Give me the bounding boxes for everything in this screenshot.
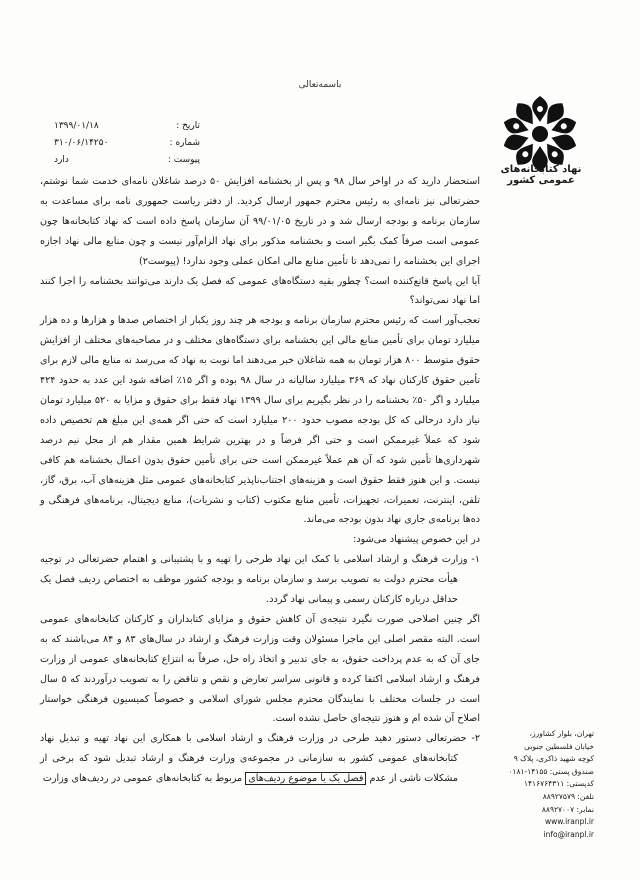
attachment-row bbox=[40, 152, 200, 169]
organization-name: نهاد کتابخانه‌های عمومی کشور bbox=[500, 164, 582, 186]
proposal-item-1: ۱- وزارت فرهنگ و ارشاد اسلامی با کمک این نهاد طرحی را تهیه و با پشتیبانی و اهتمام حضرتعالی در توجیه هیأت محترم دولت به تصویب برسد و سازمان برنامه و بودجه کشور موظف به اختصاص ردیف فصل یک حداقل درباره کارکنان رسمی و پیمانی نهاد گردد. bbox=[40, 554, 480, 606]
attachment-value: دارد bbox=[54, 155, 69, 165]
body-paragraph-2: آیا این پاسخ قانع‌کننده است؟ چطور بقیه دستگاه‌های عمومی که فصل یک دارند می‌توانند بخشنامه را اجرا کنند اما نهاد نمی‌تواند؟ bbox=[40, 275, 480, 307]
email-link[interactable]: info@iranpl.ir bbox=[543, 829, 594, 839]
bismillah-heading: باسمه‌تعالی bbox=[298, 80, 342, 90]
date-label: تاریخ : bbox=[176, 121, 200, 131]
body-paragraph-1: استحضار دارید که در اواخر سال ۹۸ و پس از بخشنامه افزایش ۵۰ درصد شاغلان نامه‌ای خدمت شما نوشتم، حضرتعالی نیز نامه‌ای به رئیس محترم جمهور ارسال کردید. از دفتر ریاست جمهوری نامه برای مساعدت به سازمان برنامه و بودجه ارسال شد و در تاریخ ۹۹/۰۱/۰۵ آن سازمان پاسخ داده است که نهاد کتابخانه‌ها چون عمومی است صرفاً کمک بگیر است و بخشنامه مذکور برای نهاد الزام‌آور نیست و چون منابع مالی نهاد اجازه اجرای این بخشنامه را نمی‌دهد تا تأمین منابع مالی امکان عملی وجود ندارد! (پیوست۲) bbox=[40, 176, 480, 267]
contact-address bbox=[484, 728, 594, 841]
number-row bbox=[40, 135, 200, 152]
number-label: شماره : bbox=[169, 138, 200, 148]
letter-body bbox=[40, 172, 480, 789]
organization-logo-icon bbox=[490, 92, 590, 212]
date-row bbox=[40, 118, 200, 135]
letter-meta bbox=[40, 118, 200, 169]
body-paragraph-5: اگر چنین اصلاحی صورت نگیرد نتیجه‌ی آن کاهش حقوق و مزایای کتابداران و کارکنان کتابخانه‌های عمومی است. البته مقصر اصلی این ماجرا مسئولان وقت وزارت فرهنگ و ارشاد در سال‌های ۸۳ و ۸۴ می‌باشند که به جای آن که به عدم پرداخت حقوق، به جای تدبیر و اتخاذ راه حل، صرفاً به انتزاع کتابخانه‌های عمومی از وزارت فرهنگ و ارشاد اسلامی اکتفا کرده و قانونی سراسر تعارض و نقص و تناقض را به تصویب درآوردند که ۵ سال است در جلسات مختلف با نمایندگان محترم مجلس شورای اسلامی و خصوصاً کمیسیون فرهنگی خواستار اصلاح آن شده ام و هنوز نتیجه‌ای حاصل نشده است. bbox=[40, 613, 481, 725]
number-value: ۳۱۰/۰۶/۱۴۲۵۰ bbox=[54, 138, 109, 148]
phone-number: تلفن: ۸۸۹۲۷۵۷۹ bbox=[542, 791, 594, 801]
fax-number: نمابر: ۸۸۹۲۷۰۰۷ bbox=[541, 804, 594, 814]
proposal-item-2 bbox=[40, 729, 480, 789]
body-paragraph-3: تعجب‌آور است که رئیس محترم سازمان برنامه و بودجه هر چند روز یکبار از اختصاص صدها و هزارها و ده هزار میلیارد تومان برای تأمین منابع مالی این بخشنامه برای دستگاه‌های مختلف و در مصاحبه‌های مختلف از افزایش حقوق متوسط ۸۰۰ هزار تومان به همه شاغلان خبر می‌دهند اما نوبت به نهاد که می‌رسد نه منابع مالی لازم برای تأمین حقوق کارکنان نهاد که ۳۶۹ میلیارد سالیانه در سال ۹۸ بوده و اگر ۱۵٪ اضافه شود این عدد به حدود ۴۲۴ میلیارد و اگر ۵۰٪ بخشنامه را در نظر بگیریم برای سال ۱۳۹۹ نهاد فقط برای حقوق و مزایا به ۵۲۰ میلیارد تومان نیاز دارد درحالی که کل بودجه مصوب حدود ۲۰۰ میلیارد است که حتی اگر همه‌ی این مبلغ هم تخصیص داده شود که عملاً غیرممکن است و حتی اگر فرضاً و در بهترین شرایط همین مقدار هم از محل نیم درصد شهرداری‌ها تأمین شود که آن هم عملاً غیرممکن است حتی برای تأمین حقوق بدون اعمال بخشنامه هم کافی نیست. و این هنوز فقط حقوق است و هزینه‌های اجتناب‌ناپذیر کتابخانه‌های عمومی مثل هزینه‌های آب، برق، گاز، تلفن، اینترنت، تعمیرات، تجهیزات، تأمین منابع مکتوب (کتاب و نشریات)، منابع دیجیتال، برنامه‌های فرهنگی و ده‌ها برنامه‌ی جاری نهاد بدون بودجه می‌ماند. bbox=[40, 315, 480, 526]
attachment-label: پیوست : bbox=[167, 155, 200, 165]
address-line-1: تهران، بلوار کشاورز، bbox=[529, 729, 594, 738]
website-link[interactable]: www.iranpl.ir bbox=[544, 817, 594, 827]
item2-text-a: ۲- حضرتعالی دستور دهید طرحی در وزارت فرهنگ و ارشاد اسلامی با همکاری این نهاد تهیه و تبدیل نهاد کتابخانه‌های عمومی کشور به سازمانی در مجموعه‌ی وزارت فرهنگ و ارشاد تبدیل شود که برخی از مشکلات ناشی از عدم bbox=[40, 733, 480, 785]
postal-code: کدپستی: ۱۴۱۶۷۶۴۳۱۱ bbox=[523, 779, 594, 789]
address-line-3: کوچه شهید ذاکری، پلاک ۹ bbox=[513, 754, 594, 764]
date-value: ۱۳۹۹/۰۱/۱۸ bbox=[54, 121, 99, 131]
postal-box: صندوق پستی: ۱۴۱۵۵-۰۱۸۱ bbox=[508, 766, 594, 776]
item2-text-b: مربوط به کتابخانه‌های عمومی در ردیف‌های وزارت bbox=[42, 773, 243, 785]
body-paragraph-4: در این خصوص پیشنهاد می‌شود: bbox=[353, 534, 480, 546]
address-line-2: خیابان فلسطین جنوبی bbox=[524, 741, 594, 751]
item2-boxed-text: فصل یک یا موضوع ردیف‌های bbox=[245, 772, 366, 785]
